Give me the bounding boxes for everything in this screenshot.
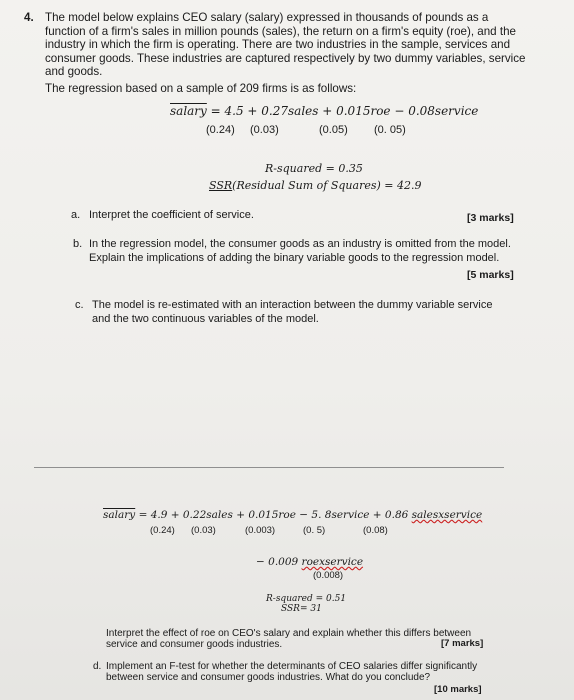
model1-se-3: (0.05) (319, 124, 348, 136)
model2-interaction-roe: roexservice (301, 556, 364, 568)
model2-se-5: (0.08) (363, 525, 388, 536)
model1-rhs: = 4.5 + 0.27sales + 0.015roe − 0.08service (210, 104, 479, 118)
part-b-marks: [5 marks] (467, 269, 514, 281)
part-c-line-2: and the two continuous variables of the model. (92, 313, 319, 325)
part-d-line-1: Implement an F-test for whether the determinants of CEO salaries differ significantly (106, 661, 478, 672)
model2-lhs: salary (103, 509, 136, 521)
intro-line-3: industry in which the firm is operating. There are two industries in the sample, services and (45, 38, 511, 51)
section-divider (34, 467, 504, 468)
part-a-label: a. (71, 209, 81, 221)
question-number: 4. (24, 11, 34, 24)
model1-se-1: (0.24) (206, 124, 235, 136)
intro-line-4: consumer goods. These industries are captured respectively by two dummy variables, service (45, 51, 526, 65)
part-d-line-2: between service and consumer goods industries. What do you conclude? (106, 672, 431, 683)
model1-se-2: (0.03) (250, 124, 279, 136)
model2-line2-se: (0.008) (313, 570, 344, 581)
model1-lhs: salary (170, 104, 207, 118)
part-d-marks: [10 marks] (434, 684, 482, 695)
model1-ssr (209, 179, 421, 192)
model2-se-4: (0. 5) (303, 525, 326, 536)
part-b-label: b. (73, 238, 83, 250)
intro-line-1: The model below explains CEO salary (salary) expressed in thousands of pounds as a (45, 11, 489, 24)
model2-equation (103, 509, 482, 521)
model1-se-4: (0. 05) (374, 124, 406, 136)
model1-equation (170, 104, 478, 118)
model1-ssr-prefix: SSR (209, 179, 233, 192)
c-question-line-1: Interpret the effect of roe on CEO's salary and explain whether this differs between (106, 628, 472, 639)
model2-ssr: SSR= 31 (281, 604, 322, 614)
part-c-line-1: The model is re-estimated with an interaction between the dummy variable service (92, 299, 493, 311)
part-d-label: d. (93, 661, 102, 672)
model1-ssr-rest: (Residual Sum of Squares) = 42.9 (232, 179, 422, 192)
model2-line2 (256, 556, 363, 568)
c-question-marks: [7 marks] (441, 638, 484, 649)
model2-rhs-main: = 4.9 + 0.22sales + 0.015roe − 5. 8service + 0.86 (138, 509, 412, 521)
part-b-line-1: In the regression model, the consumer goods as an industry is omitted from the model. (89, 238, 511, 250)
part-c-label: c. (75, 299, 84, 311)
part-a-marks: [3 marks] (467, 212, 514, 224)
c-question-line-2: service and consumer goods industries. (106, 639, 283, 650)
model2-interaction-sales: salesxservice (411, 509, 483, 521)
intro-line-5: and goods. (45, 65, 103, 78)
model1-rsquared: R-squared = 0.35 (265, 162, 363, 175)
regression-intro: The regression based on a sample of 209 firms is as follows: (45, 82, 357, 95)
part-a-text: Interpret the coefficient of service. (89, 209, 254, 221)
model2-se-2: (0.03) (191, 525, 216, 536)
intro-line-2: function of a firm's sales in million pounds (sales), the return on a firm's equity (roe), and the (45, 24, 516, 38)
model2-se-1: (0.24) (150, 525, 175, 536)
model2-line2-main: − 0.009 (256, 556, 302, 568)
part-b-line-2: Explain the implications of adding the binary variable goods to the regression model. (89, 252, 500, 264)
model2-rsquared: R-squared = 0.51 (266, 594, 347, 604)
model2-se-3: (0.003) (245, 525, 276, 536)
